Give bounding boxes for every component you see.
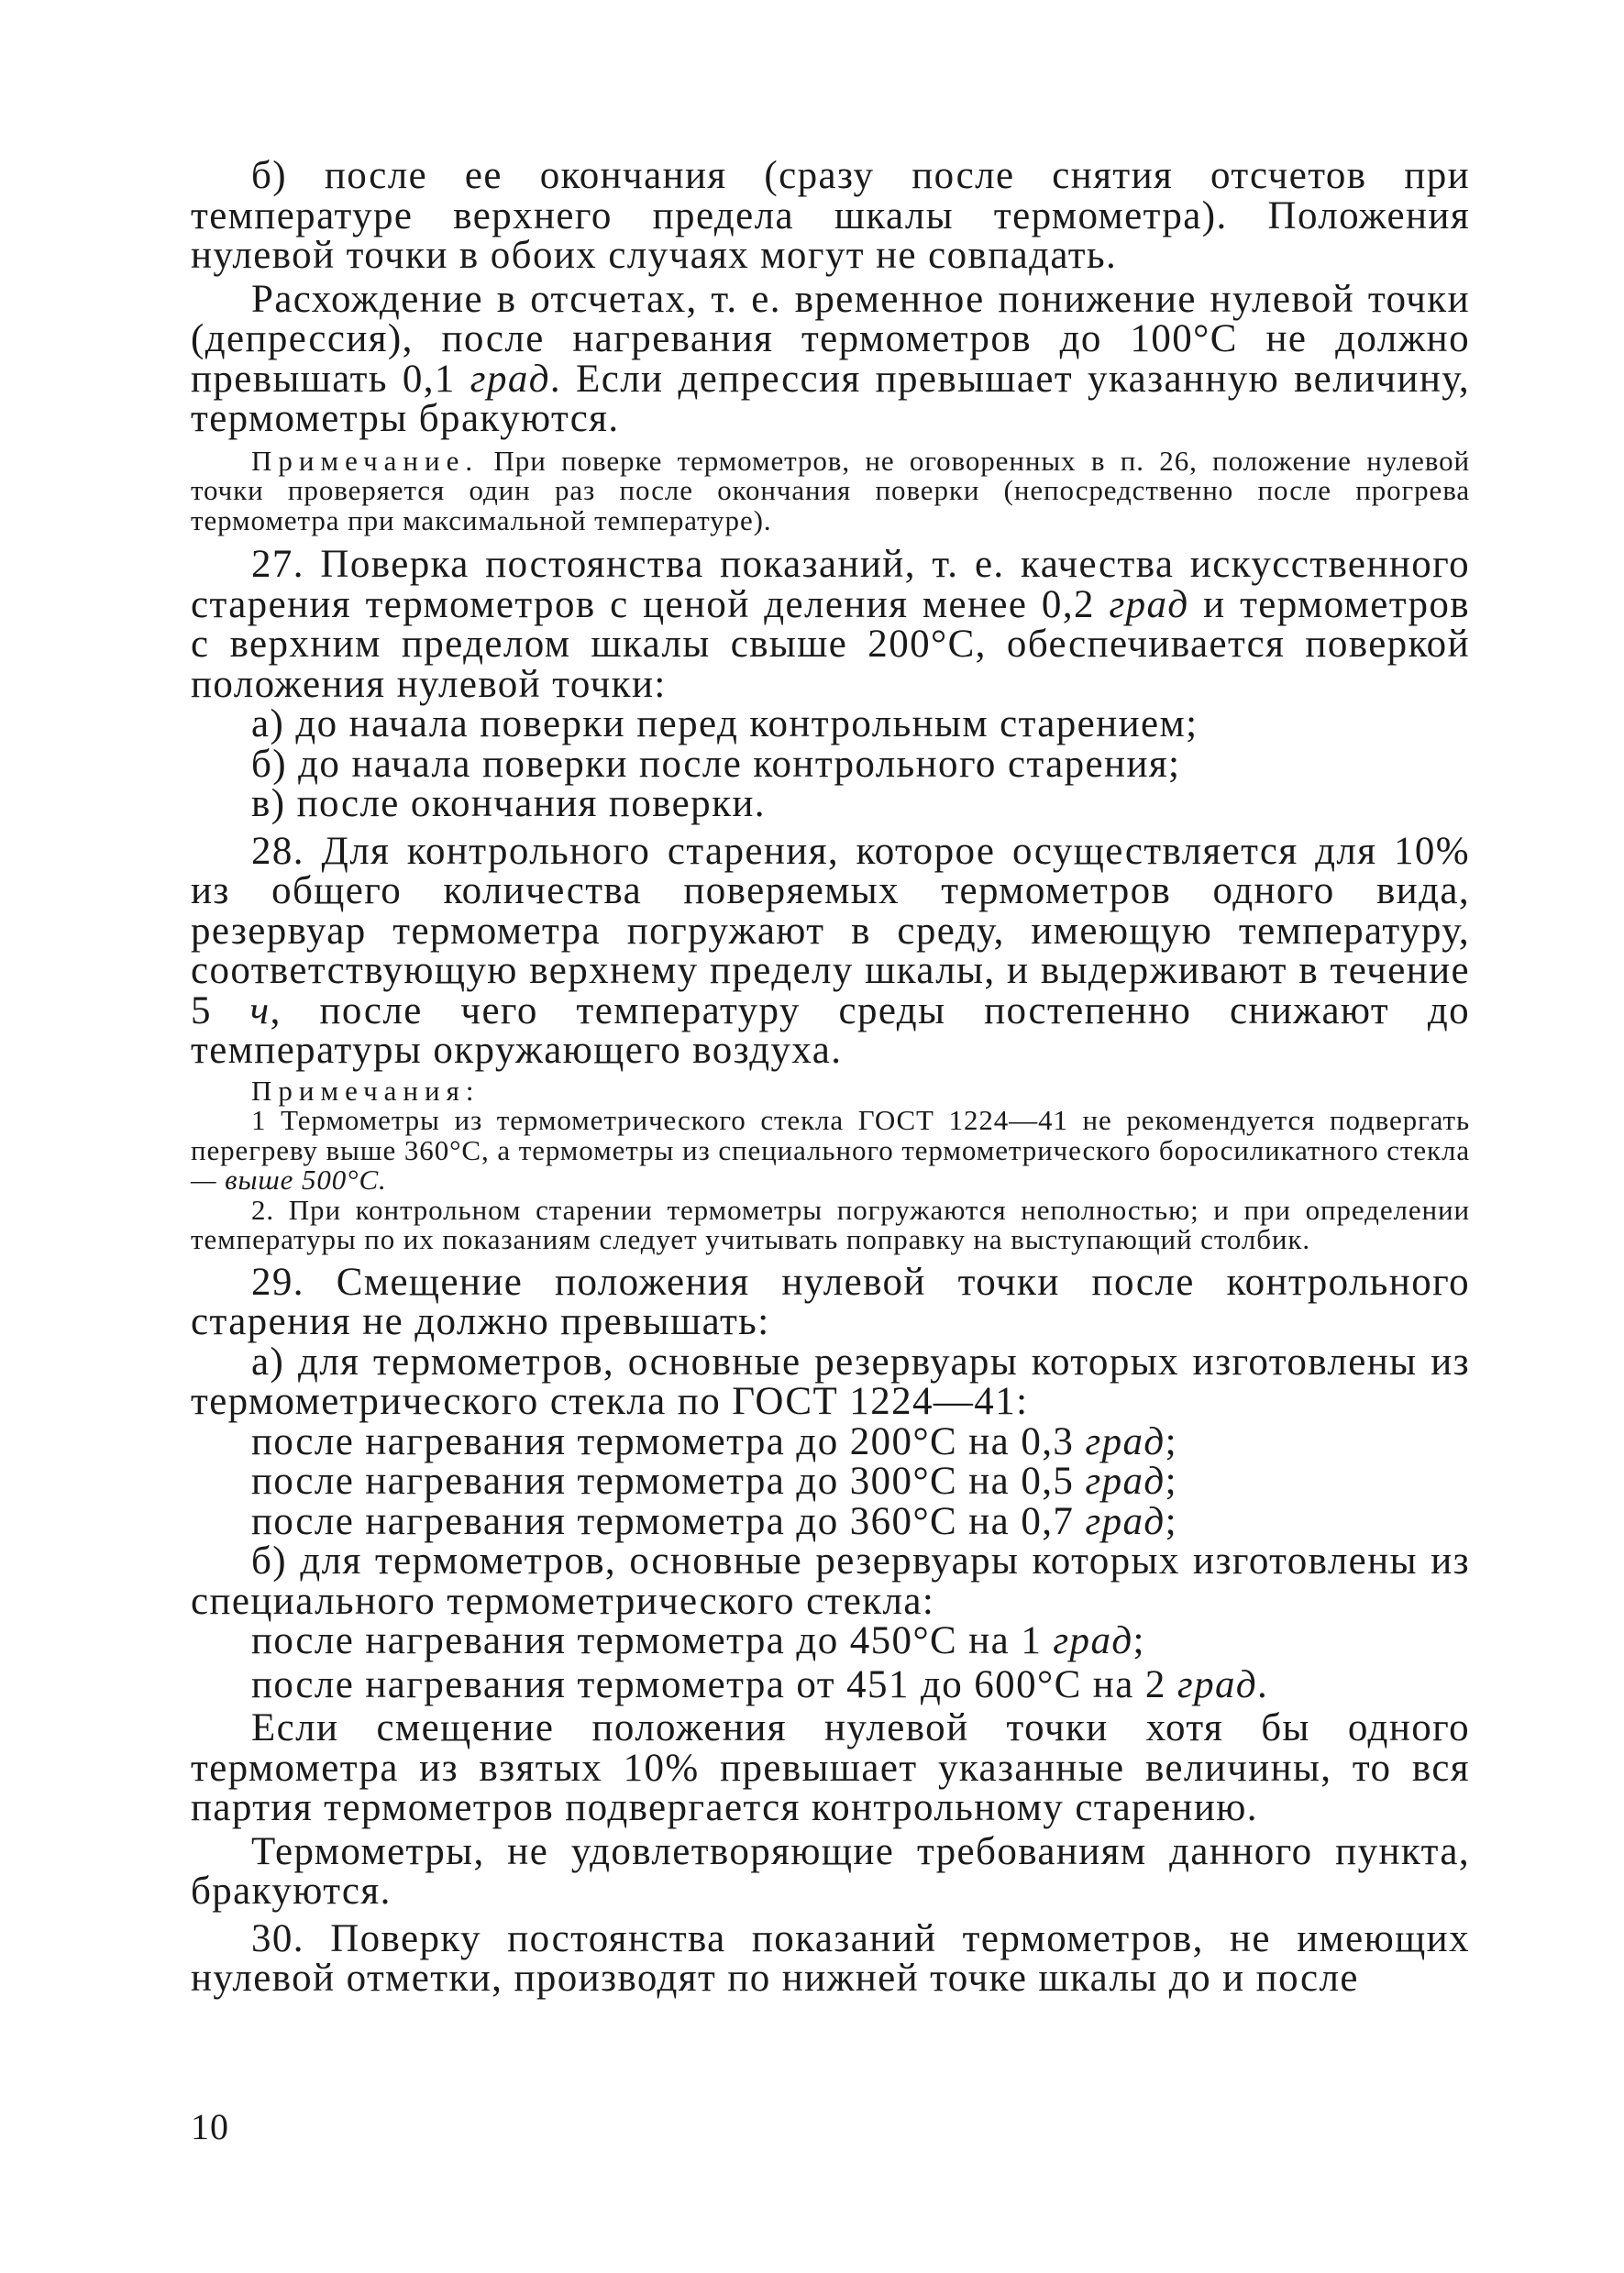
paragraph-27-unit: град <box>1109 582 1189 626</box>
paragraph-27-text-end: и термометров с верхним пределом шкалы свыше 200°С, обеспечивается поверкой положения нулевой точки: <box>191 582 1471 706</box>
notes-2-label-text: Примечания: <box>251 1074 481 1107</box>
paragraph-depression <box>191 277 1470 440</box>
line-unit: град <box>1085 1460 1166 1503</box>
line-text: после нагревания термометра до 450°С на 1 <box>251 1619 1054 1662</box>
paragraph-27-item-c: в) после окончания поверки. <box>251 782 766 825</box>
note-1-label: Примечание. <box>251 444 480 477</box>
line-text: после нагревания термометра до 200°С на 0,3 <box>251 1419 1086 1463</box>
paragraph-28-text: 28. Для контрольного старения, которое осуществляется для 10% из общего количества поверяемых термометров одного вида, резервуар термометра погружают в среду, имеющую температуру, соответствующую верхнему пределу шкалы, и выдерживают в течение 5 <box>191 829 1470 1032</box>
notes-2-item-1 <box>191 1106 1470 1196</box>
paragraph-29-a-line-2 <box>191 1462 1470 1502</box>
line-text: после нагревания термометра до 360°С на 0,7 <box>251 1499 1086 1543</box>
line-end: ; <box>1132 1619 1145 1662</box>
paragraph-27-text: 27. Поверка постоянства показаний, т. е. качества искусственного старения термометров с ценой деления менее 0,2 <box>191 543 1470 626</box>
line-unit: град <box>1053 1619 1133 1662</box>
line-end: ; <box>1165 1419 1177 1463</box>
paragraph-29-b-line-2 <box>191 1662 1470 1706</box>
notes-2-item-2: 2. При контрольном старении термометры погружаются неполностью; и при определении температуры по их показаниям следует учитывать поправку на выступающий столбик. <box>191 1193 1470 1255</box>
line-unit: град <box>1177 1662 1258 1706</box>
paragraph-29-b: б) для термометров, основные резервуары которых изготовлены из специального термометрического стекла: <box>191 1539 1470 1623</box>
line-end: . <box>1257 1662 1269 1706</box>
line-unit: град <box>1085 1499 1166 1543</box>
paragraph-28 <box>191 829 1470 1072</box>
paragraph-29-c: Если смещение положения нулевой точки хотя бы одного термометра из взятых 10% превышает указанные величины, то вся партия термометров подвергается контрольному старению. <box>191 1706 1470 1829</box>
depression-text-end: . Если депрессия превышает указанную величину, термометры бракуются. <box>191 357 1470 440</box>
paragraph-30: 30. Поверку постоянства показаний термометров, не имеющих нулевой отметки, производят по нижней точке шкалы до и после <box>191 1916 1470 2000</box>
paragraph-28-unit: ч <box>249 988 271 1032</box>
paragraph-29-a-line-3 <box>191 1499 1470 1543</box>
depression-unit: град <box>470 357 550 401</box>
paragraph-29-d: Термометры, не удовлетворяющие требованиям данного пункта, бракуются. <box>191 1829 1470 1913</box>
note-1 <box>191 444 1470 536</box>
paragraph-29-a-line-1 <box>191 1419 1470 1463</box>
note-1-text: При поверке термометров, не оговоренных в п. 26, положение нулевой точки проверяется один раз после окончания поверки (непосредственно после прогрева термометра при максимальной температуре). <box>191 444 1470 536</box>
paragraph-27-item-b: б) до начала поверки после контрольного старения; <box>251 742 1181 786</box>
notes-2-item-1-text-end: — выше 500°С. <box>191 1164 387 1196</box>
paragraph-29-a: а) для термометров, основные резервуары которых изготовлены из термометрического стекла по ГОСТ 1224—41: <box>191 1340 1470 1423</box>
paragraph-27 <box>191 545 1470 704</box>
paragraph-27-item-a: а) до начала поверки перед контрольным старением; <box>251 702 1199 745</box>
line-text: после нагревания термометра от 451 до 600°С на 2 <box>251 1662 1177 1706</box>
line-text: после нагревания термометра до 300°С на 0,5 <box>251 1460 1086 1503</box>
paragraph-26b: б) после ее окончания (сразу после снятия отсчетов при температуре верхнего предела шкалы термометра). Положения нулевой точки в обоих случаях могут не совпадать. <box>191 154 1470 277</box>
notes-2-item-1-text: 1 Термометры из термометрического стекла ГОСТ 1224—41 не рекомендуется подвергать перегреву выше 360°С, а термометры из специального термометрического боросиликатного стекла <box>191 1104 1470 1166</box>
page-number: 10 <box>191 2106 229 2147</box>
paragraph-29-b-line-1 <box>191 1621 1470 1661</box>
paragraph-29: 29. Смещение положения нулевой точки после контрольного старения не должно превышать: <box>191 1260 1470 1343</box>
depression-text: Расхождение в отсчетах, т. е. временное понижение нулевой точки (депрессия), после нагревания термометров до 100°С не должно превышать 0,1 <box>191 277 1470 401</box>
notes-2-label <box>191 1076 1470 1107</box>
paragraph-28-text-end: , после чего температуру среды постепенно снижают до температуры окружающего воздуха. <box>191 988 1470 1072</box>
line-unit: град <box>1085 1419 1166 1463</box>
text-column <box>191 156 1470 1999</box>
line-end: ; <box>1165 1460 1177 1503</box>
line-end: ; <box>1165 1499 1177 1543</box>
